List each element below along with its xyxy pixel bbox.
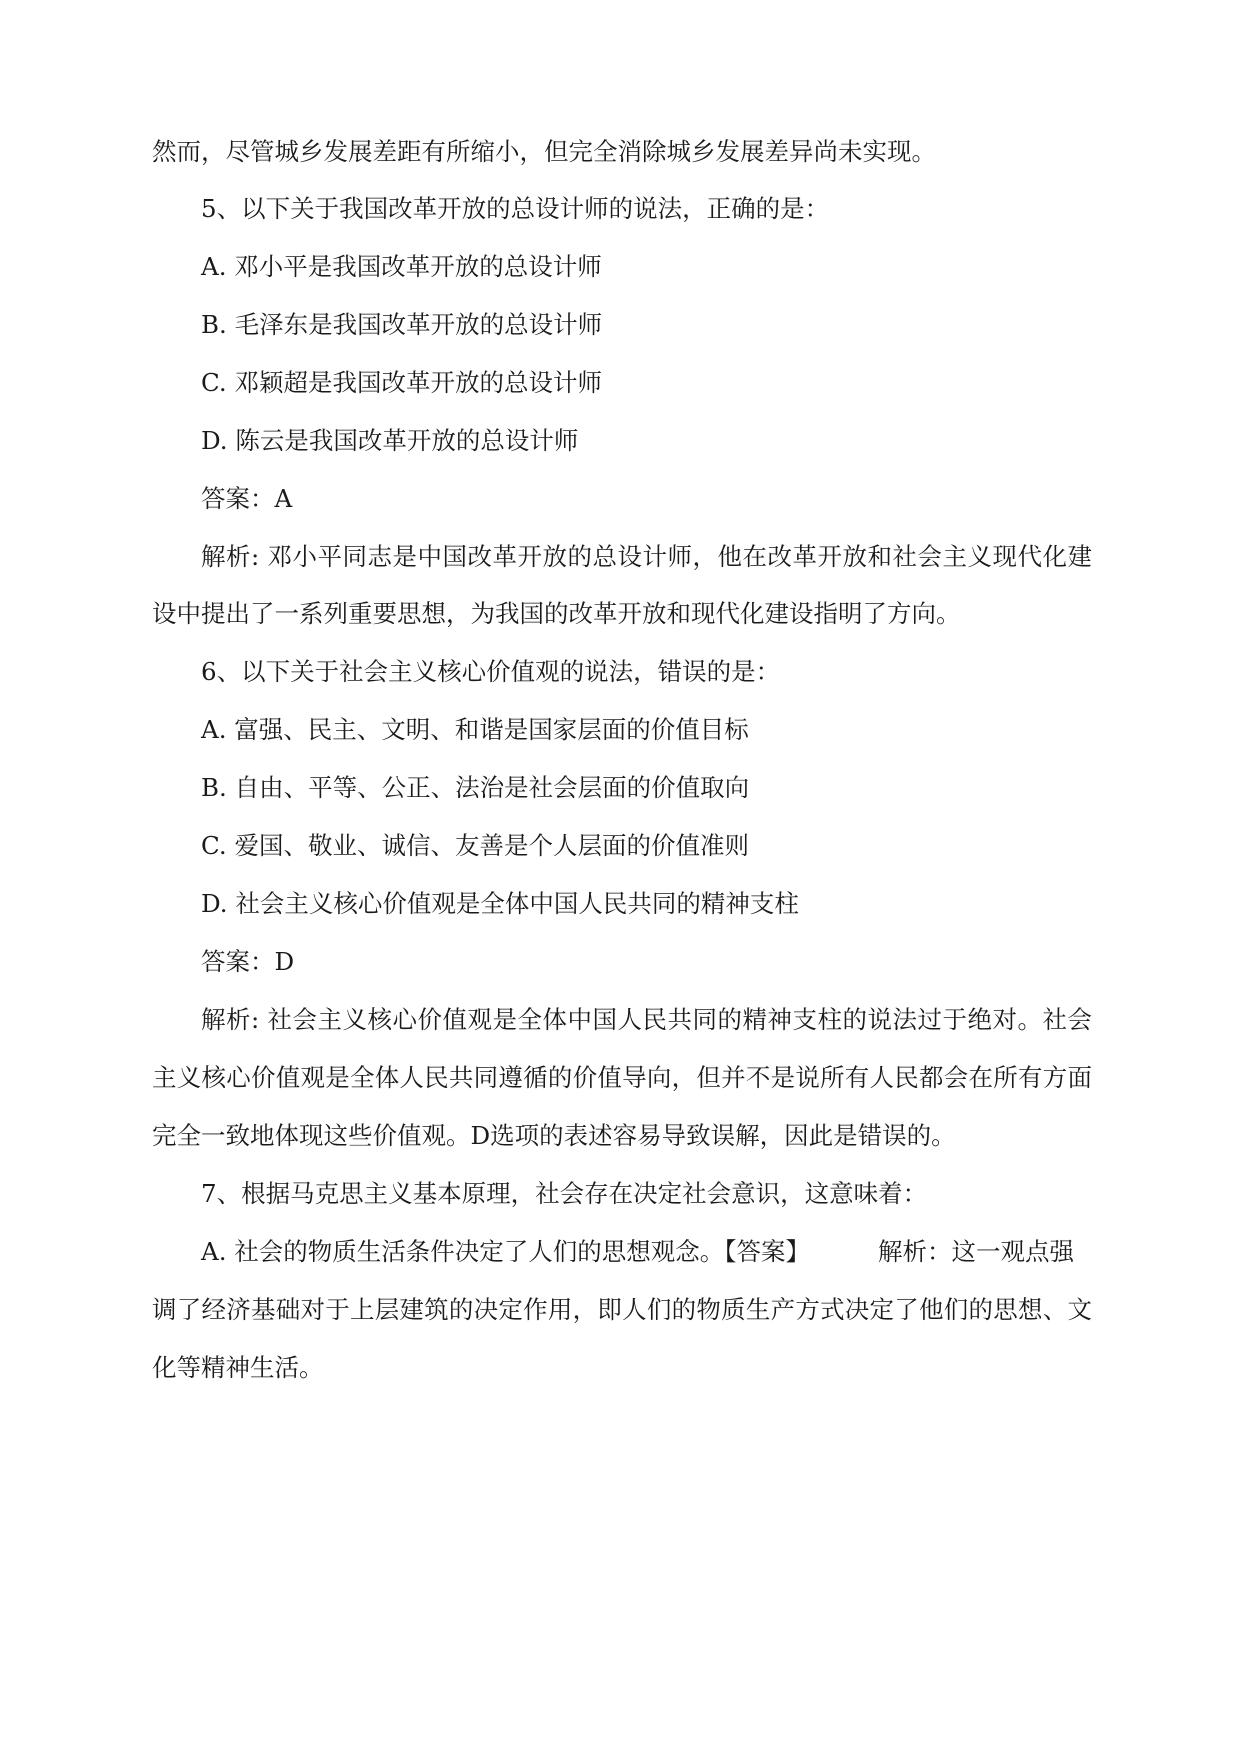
analysis-line: 解析: 邓小平同志是中国改革开放的总设计师，他在改革开放和社会主义现代化建 [201, 542, 1092, 571]
analysis-line: 主义核心价值观是全体人民共同遵循的价值导向，但并不是说所有人民都会在所有方面 [152, 1063, 1092, 1092]
option-b: B. 自由、平等、公正、法治是社会层面的价值取向 [201, 773, 750, 802]
option-a: A. 社会的物质生活条件决定了人们的思想观念。【答案】 [201, 1237, 811, 1266]
analysis-lead: 解析：这一观点强 [878, 1237, 1075, 1266]
analysis-line: 设中提出了一系列重要思想，为我国的改革开放和现代化建设指明了方向。 [152, 599, 961, 628]
option-d: D. 陈云是我国改革开放的总设计师 [201, 426, 579, 455]
analysis-line: 完全一致地体现这些价值观。D选项的表述容易导致误解，因此是错误的。 [152, 1121, 956, 1150]
option-b: B. 毛泽东是我国改革开放的总设计师 [201, 310, 603, 339]
analysis-line: 解析: 社会主义核心价值观是全体中国人民共同的精神支柱的说法过于绝对。社会 [201, 1005, 1092, 1034]
question-7: 7、根据马克思主义基本原理，社会存在决定社会意识，这意味着： [201, 1179, 928, 1208]
question-5: 5、以下关于我国改革开放的总设计师的说法，正确的是： [201, 194, 830, 223]
option-c: C. 邓颖超是我国改革开放的总设计师 [201, 368, 602, 397]
option-d: D. 社会主义核心价值观是全体中国人民共同的精神支柱 [201, 889, 799, 918]
answer: 答案：A [201, 484, 293, 513]
option-a: A. 富强、民主、文明、和谐是国家层面的价值目标 [201, 715, 749, 744]
answer: 答案：D [201, 947, 295, 976]
analysis-line: 化等精神生活。 [152, 1353, 324, 1382]
option-c: C. 爱国、敬业、诚信、友善是个人层面的价值准则 [201, 831, 749, 860]
option-a: A. 邓小平是我国改革开放的总设计师 [201, 252, 602, 281]
option-a-with-analysis [201, 1236, 1092, 1268]
paragraph-line: 然而，尽管城乡发展差距有所缩小，但完全消除城乡发展差异尚未实现。 [152, 137, 936, 166]
question-6: 6、以下关于社会主义核心价值观的说法，错误的是： [201, 657, 781, 686]
analysis-line: 调了经济基础对于上层建筑的决定作用，即人们的物质生产方式决定了他们的思想、文 [152, 1295, 1092, 1324]
